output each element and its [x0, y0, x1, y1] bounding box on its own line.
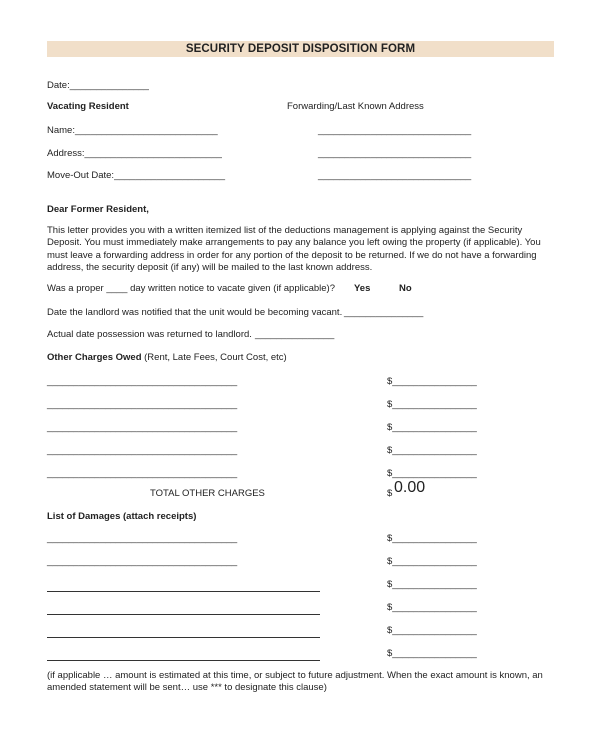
- date-label: Date:: [47, 80, 70, 91]
- footnote: [47, 670, 552, 695]
- damage-amount-field[interactable]: $________________: [387, 533, 477, 544]
- moveout-label: Move-Out Date:: [47, 170, 115, 181]
- forwarding-address-heading: Forwarding/Last Known Address: [287, 101, 424, 112]
- date-field[interactable]: _______________: [69, 80, 149, 91]
- damage-description-field[interactable]: [47, 648, 320, 661]
- footnote-line: (if applicable … amount is estimated at this time, or subject to future adjustment. When the exact amount is known, an: [47, 670, 543, 681]
- notified-row: [47, 307, 342, 318]
- letter-line: must leave a forwarding address in order for any portion of the deposit to be returned. If we do not have a forwarding: [47, 249, 537, 261]
- no-option[interactable]: No: [399, 283, 412, 294]
- name-label: Name:: [47, 125, 75, 136]
- returned-field[interactable]: _______________: [255, 329, 335, 340]
- total-value[interactable]: 0.00: [394, 479, 426, 496]
- charge-amount-field[interactable]: $________________: [387, 376, 477, 387]
- letter-line: address, the security deposit (if any) will be mailed to the last known address.: [47, 262, 373, 274]
- total-label: TOTAL OTHER CHARGES: [150, 488, 265, 499]
- charge-description-field[interactable]: ____________________________________: [47, 376, 238, 387]
- total-dollar-sign: $: [387, 488, 393, 499]
- address-label: Address:: [47, 148, 85, 159]
- forwarding-line-2[interactable]: _____________________________: [318, 148, 472, 159]
- damage-amount-field[interactable]: $________________: [387, 579, 477, 590]
- damage-description-field[interactable]: ____________________________________: [47, 533, 238, 544]
- damages-heading: List of Damages (attach receipts): [47, 511, 197, 522]
- letter-line: This letter provides you with a written itemized list of the deductions management is applying against the Security: [47, 225, 523, 236]
- damage-description-field[interactable]: [47, 602, 320, 615]
- charge-description-field[interactable]: ____________________________________: [47, 468, 238, 479]
- greeting-text: Dear Former Resident,: [47, 204, 149, 215]
- charge-amount-field[interactable]: $________________: [387, 399, 477, 410]
- returned-label: Actual date possession was returned to landlord.: [47, 329, 252, 340]
- name-field[interactable]: ___________________________: [74, 125, 218, 136]
- other-charges-heading: [47, 352, 287, 363]
- date-row: [47, 80, 149, 91]
- address-row: [47, 148, 222, 159]
- damage-amount-field[interactable]: $________________: [387, 556, 477, 567]
- notice-prefix: Was a proper: [47, 283, 104, 294]
- greeting: [47, 204, 149, 215]
- damage-description-field[interactable]: [47, 625, 320, 638]
- charge-description-field[interactable]: ____________________________________: [47, 422, 238, 433]
- charge-amount-field[interactable]: $________________: [387, 422, 477, 433]
- charge-amount-field[interactable]: $________________: [387, 445, 477, 456]
- notified-field[interactable]: _______________: [344, 307, 424, 318]
- charge-amount-field[interactable]: $________________: [387, 468, 477, 479]
- charge-description-field[interactable]: ____________________________________: [47, 445, 238, 456]
- vacating-resident-heading: Vacating Resident: [47, 101, 129, 112]
- form-title: SECURITY DEPOSIT DISPOSITION FORM: [47, 41, 554, 57]
- letter-line: Deposit. You must immediately make arrangements to pay any balance you left owing the property (if applicable). You: [47, 237, 541, 249]
- notice-suffix: day written notice to vacate given (if applicable)?: [130, 283, 335, 294]
- other-charges-title: Other Charges Owed: [47, 352, 142, 363]
- yes-option[interactable]: Yes: [354, 283, 371, 294]
- forwarding-line-1[interactable]: _____________________________: [318, 125, 472, 136]
- forwarding-line-3[interactable]: _____________________________: [318, 170, 472, 181]
- damage-amount-field[interactable]: $________________: [387, 625, 477, 636]
- returned-row: [47, 329, 252, 340]
- notified-label: Date the landlord was notified that the unit would be becoming vacant.: [47, 307, 343, 318]
- notice-question: [47, 283, 335, 294]
- damage-amount-field[interactable]: $________________: [387, 602, 477, 613]
- damage-description-field[interactable]: ____________________________________: [47, 556, 238, 567]
- charge-description-field[interactable]: ____________________________________: [47, 399, 238, 410]
- notice-days-field[interactable]: ____: [106, 283, 128, 294]
- damage-description-field[interactable]: [47, 579, 320, 592]
- damage-amount-field[interactable]: $________________: [387, 648, 477, 659]
- footnote-line: amended statement will be sent… use *** to designate this clause): [47, 682, 327, 694]
- letter-paragraph: [47, 225, 552, 275]
- name-row: [47, 125, 218, 136]
- address-field[interactable]: __________________________: [84, 148, 222, 159]
- other-charges-subtitle: (Rent, Late Fees, Court Cost, etc): [144, 352, 287, 363]
- moveout-field[interactable]: _____________________: [114, 170, 226, 181]
- moveout-row: [47, 170, 225, 181]
